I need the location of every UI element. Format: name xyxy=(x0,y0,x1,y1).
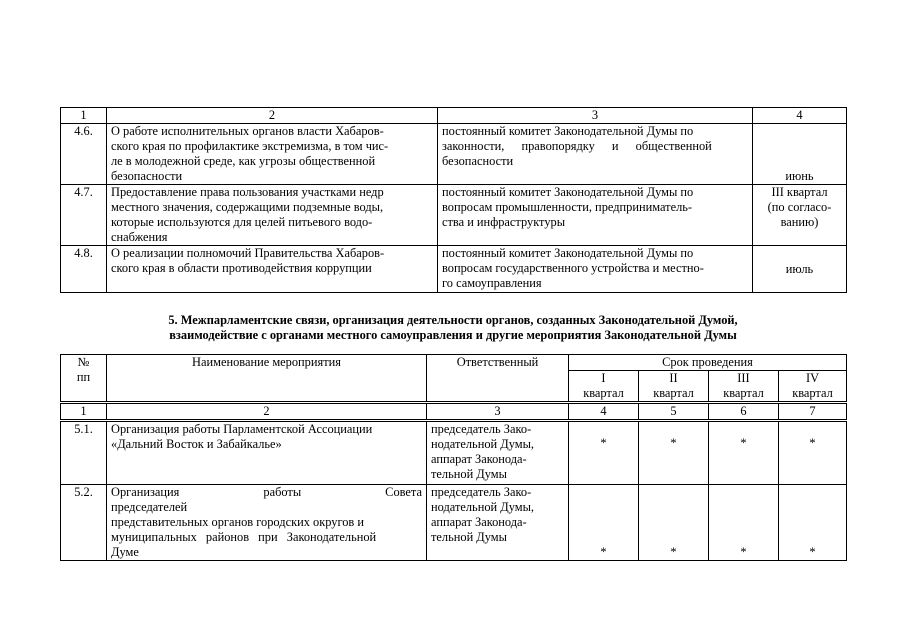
text-line: тельной Думы xyxy=(431,467,507,481)
text-line: III квартал xyxy=(771,185,828,199)
table-row xyxy=(61,246,847,293)
table-row xyxy=(61,421,847,485)
header-term: Срок проведения xyxy=(569,355,847,371)
item-responsible xyxy=(438,185,753,246)
header-text: № xyxy=(77,355,90,369)
text-line: представительных органов городских округов и xyxy=(111,515,364,529)
header-quarter xyxy=(779,371,847,403)
text-line: Предоставление права пользования участками недр xyxy=(111,185,384,199)
column-number: 4 xyxy=(753,108,847,124)
section-heading-line: взаимодействие с органами местного самоуправления и другие мероприятия Законодательной Думы xyxy=(169,328,737,342)
header-text: квартал xyxy=(792,386,833,400)
text-line: нодательной Думы, xyxy=(431,437,535,451)
column-number: 1 xyxy=(61,108,107,124)
text-line: ства и инфраструктуры xyxy=(442,215,566,229)
text-line: «Дальний Восток и Забайкалье» xyxy=(111,437,282,451)
header-name: Наименование мероприятия xyxy=(107,355,427,403)
quarter-mark: * xyxy=(639,485,709,561)
column-number: 3 xyxy=(438,108,753,124)
text-line: постоянный комитет Законодательной Думы по xyxy=(442,246,694,260)
text-line: постоянный комитет Законодательной Думы по xyxy=(442,185,694,199)
column-number-row xyxy=(61,108,847,124)
column-number-row xyxy=(61,403,847,421)
text-line: го самоуправления xyxy=(442,276,542,290)
text-line: председатель Зако- xyxy=(431,422,532,436)
text-line: Организация работы Совета председателей xyxy=(111,485,422,514)
text-line: тельной Думы xyxy=(431,530,507,544)
text-line: аппарат Законода- xyxy=(431,515,527,529)
text-line: вопросам государственного устройства и местно- xyxy=(442,261,704,275)
quarter-mark: * xyxy=(569,485,639,561)
header-quarter xyxy=(569,371,639,403)
text-line: ванию) xyxy=(780,215,819,229)
text-line: нодательной Думы, xyxy=(431,500,535,514)
column-number: 4 xyxy=(569,403,639,421)
column-number: 7 xyxy=(779,403,847,421)
text-line: председатель Зако- xyxy=(431,485,532,499)
quarter-mark xyxy=(779,421,847,485)
header-text: I xyxy=(601,371,606,385)
column-number: 2 xyxy=(107,403,427,421)
text-line: безопасности xyxy=(442,154,514,168)
text-line: О работе исполнительных органов власти Хабаров- xyxy=(111,124,384,138)
text-line: муниципальных районов при Законодательной xyxy=(111,530,377,544)
text-line: постоянный комитет Законодательной Думы по xyxy=(442,124,694,138)
text-line: местного значения, содержащими подземные воды, xyxy=(111,200,384,214)
mark-asterisk: * xyxy=(740,436,747,450)
item-number: 5.2. xyxy=(61,485,107,561)
text-line: ского края в области противодействия коррупции xyxy=(111,261,372,275)
item-responsible xyxy=(438,246,753,293)
mark-asterisk: * xyxy=(670,436,677,450)
header-text: пп xyxy=(76,370,91,384)
quarter-mark xyxy=(569,421,639,485)
quarter-mark: * xyxy=(779,485,847,561)
item-term xyxy=(753,185,847,246)
text-line: аппарат Законода- xyxy=(431,452,527,466)
quarter-mark xyxy=(639,421,709,485)
mark-asterisk: * xyxy=(809,436,816,450)
item-number: 4.7. xyxy=(61,185,107,246)
header-text: IV xyxy=(805,371,820,385)
text-line: Организация работы Парламентской Ассоциации xyxy=(111,422,373,436)
text-line: снабжения xyxy=(111,230,168,244)
column-number: 6 xyxy=(709,403,779,421)
text-line: безопасности xyxy=(111,169,183,183)
item-responsible xyxy=(438,124,753,185)
quarter-mark xyxy=(709,421,779,485)
column-number: 3 xyxy=(427,403,569,421)
mark-asterisk: * xyxy=(600,436,607,450)
item-number: 5.1. xyxy=(61,421,107,485)
table-row xyxy=(61,485,847,561)
section-heading-line: 5. Межпарламентские связи, организация деятельности органов, созданных Законодательной Думой, xyxy=(168,313,738,327)
text-line: которые используются для целей питьевого водо- xyxy=(111,215,373,229)
item-responsible xyxy=(427,485,569,561)
header-quarter xyxy=(639,371,709,403)
item-title xyxy=(107,124,438,185)
table-row xyxy=(61,124,847,185)
column-number: 1 xyxy=(61,403,107,421)
header-text: II xyxy=(669,371,678,385)
text-line: О реализации полномочий Правительства Хабаров- xyxy=(111,246,385,260)
header-text: III xyxy=(737,371,750,385)
column-number: 2 xyxy=(107,108,438,124)
header-responsible: Ответственный xyxy=(427,355,569,403)
item-term: июнь xyxy=(753,124,847,185)
text-line: (по согласо- xyxy=(767,200,832,214)
header-text: квартал xyxy=(653,386,694,400)
item-number: 4.8. xyxy=(61,246,107,293)
header-quarter xyxy=(709,371,779,403)
column-number: 5 xyxy=(639,403,709,421)
item-term: июль xyxy=(753,246,847,293)
item-title xyxy=(107,185,438,246)
header-text: квартал xyxy=(583,386,624,400)
plan-table-section-4 xyxy=(60,107,847,293)
section-heading xyxy=(60,313,846,343)
item-number: 4.6. xyxy=(61,124,107,185)
quarter-mark: * xyxy=(709,485,779,561)
item-title xyxy=(107,485,427,561)
header-row xyxy=(61,355,847,371)
header-text: квартал xyxy=(723,386,764,400)
text-line: вопросам промышленности, предприниматель- xyxy=(442,200,693,214)
text-line: законности, правопорядку и общественной xyxy=(442,139,712,153)
text-line: Думе xyxy=(111,545,139,559)
item-title xyxy=(107,421,427,485)
table-row xyxy=(61,185,847,246)
header-number xyxy=(61,355,107,403)
text-line: ле в молодежной среде, как угрозы общественной xyxy=(111,154,376,168)
plan-table-section-5 xyxy=(60,354,847,561)
item-responsible xyxy=(427,421,569,485)
text-line: ского края по профилактике экстремизма, в том чис- xyxy=(111,139,389,153)
item-title xyxy=(107,246,438,293)
